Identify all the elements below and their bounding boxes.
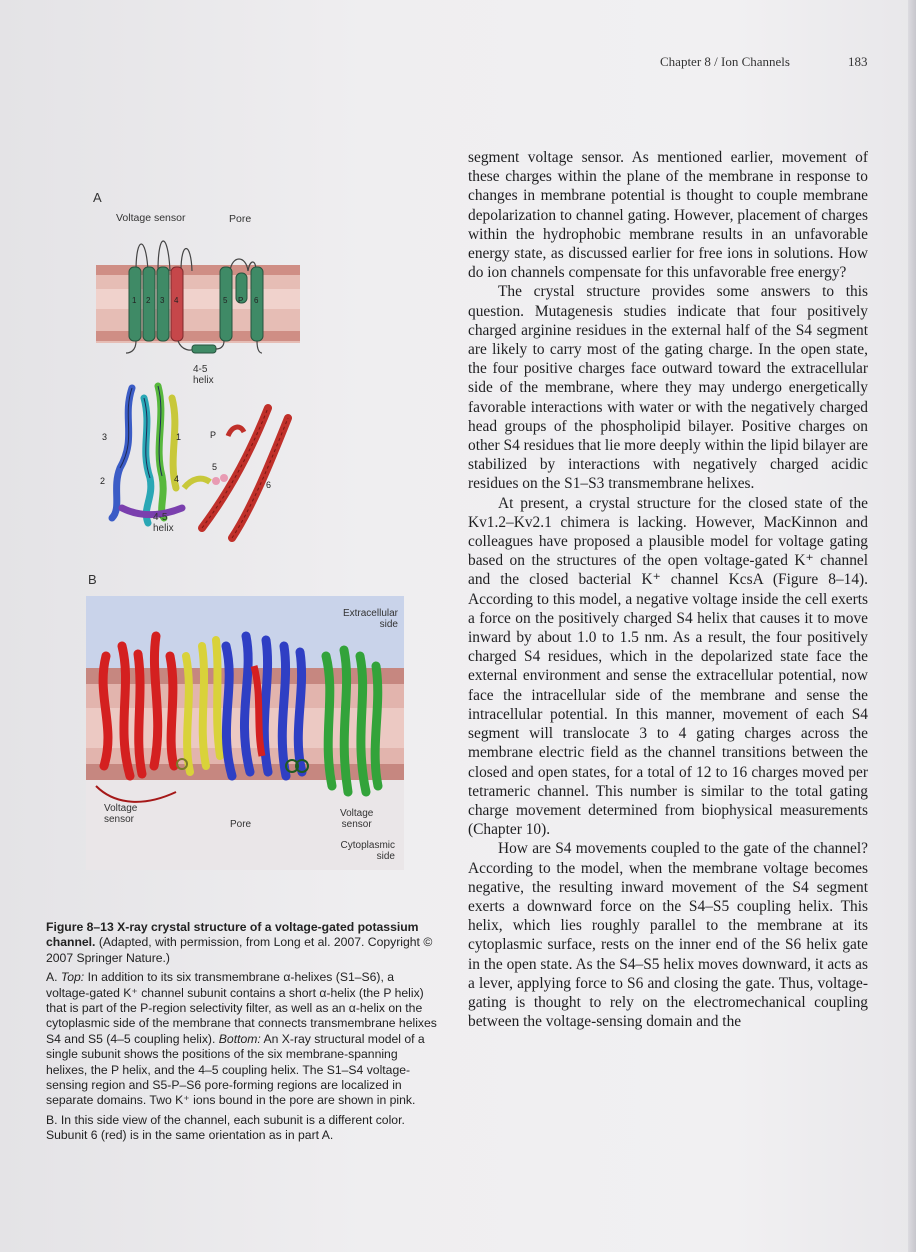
helix-number: 1 xyxy=(132,296,137,305)
caption-top-tag: Top: xyxy=(60,970,85,985)
caption-part-a xyxy=(46,970,438,1109)
linker-helix-label-top: 4-5 helix xyxy=(193,364,214,386)
membrane-topology-diagram xyxy=(96,225,306,355)
caption-bottom-tag: Bottom: xyxy=(218,1031,261,1046)
helix-number: P xyxy=(238,296,244,305)
voltage-sensor-right-label: Voltage sensor xyxy=(340,808,374,830)
ribbon-number: P xyxy=(210,430,217,440)
helix-number: 2 xyxy=(146,296,151,305)
linker-helix-label-bottom: 4-5 helix xyxy=(153,512,174,534)
helix-number: 4 xyxy=(174,296,179,305)
ribbon-number: 5 xyxy=(212,462,218,472)
ribbon-number: 1 xyxy=(176,432,182,442)
ribbon-number: 2 xyxy=(100,476,106,486)
caption-top-text: In addition to its six transmembrane α-helixes (S1–S6), a voltage-gated K⁺ channel subunit contains a short α-helix (the P helix) that is part of the P-region selectivity filter, as well as an α-helix on the cytoplasmic side of the membrane that connects transmembrane helixes S4 and S5 (4–5 coupling helix). xyxy=(46,970,437,1046)
extracellular-side-label: Extracellular side xyxy=(342,608,398,630)
pore-label: Pore xyxy=(229,213,252,225)
running-head: Chapter 8 / Ion Channels xyxy=(660,54,790,69)
caption-title-paragraph xyxy=(46,920,438,966)
page-number: 183 xyxy=(848,54,868,69)
caption-part-a-lead: A. xyxy=(46,970,61,985)
figure-caption xyxy=(46,920,438,1144)
voltage-sensor-label: Voltage sensor xyxy=(116,212,186,224)
caption-part-b: B. In this side view of the channel, each subunit is a different color. Subunit 6 (red) is in the same orientation as in part A. xyxy=(46,1112,405,1143)
caption-bottom-text: An X-ray structural model of a single subunit shows the positions of the six membrane-spanning helixes, the P helix, and the 4–5 coupling helix. The S1–S4 voltage-sensing region and S5-P–S6 pore-forming regions are localized in separate domains. Two K⁺ ions bound in the pore are shown in pink. xyxy=(46,1031,425,1108)
body-paragraph: At present, a crystal structure for the closed state of the Kv1.2–Kv2.1 chimera is lacking. However, MacKinnon and colleagues have proposed a plausible model for voltage gating based on the structures of the open voltage-gated K⁺ channel and the closed bacterial K⁺ channel KcsA (Figure 8–14). According to this model, a negative voltage inside the cell exerts a force on the positively charged S4 helix that causes it to move inward by about 1.0 to 1.5 nm. As a result, the four positively charged S4 residues, which in the depolarized state face the external environment and sense the extracellular potential, now face the intracellular side of the membrane and sense the intracellular potential. In this manner, movement of each S4 segment will translocate 3 to 4 gating charges across the membrane electric field as the channel transitions between the closed and open states, for a total of 12 to 16 charges moved per tetrameric channel. This number is similar to the total gating charge movement determined from biophysical measurements (Chapter 10). xyxy=(468,494,868,839)
ribbon-number: 6 xyxy=(266,480,272,490)
body-paragraph: segment voltage sensor. As mentioned earlier, movement of these charges within the plane of the membrane in response to changes in membrane potential is thought to couple membrane depolarization to channel gating. However, placement of charges within the hydrophobic membrane results in an unfavorable energy state, as discussed earlier for free ions in solutions. How do ion channels compensate for this unfavorable free energy? xyxy=(468,149,868,282)
voltage-sensor-left-label: Voltage sensor xyxy=(104,803,138,825)
cytoplasmic-side-label: Cytoplasmic side xyxy=(340,840,395,862)
pore-label-b: Pore xyxy=(230,819,252,830)
panel-a-letter: A xyxy=(93,190,102,205)
helix-number: 5 xyxy=(223,296,228,305)
page-edge xyxy=(908,0,916,1252)
caption-title: Figure 8–13 X-ray crystal structure of a voltage-gated potassium channel. xyxy=(46,920,419,950)
ribbon-number: 4 xyxy=(174,474,180,484)
body-text-column xyxy=(468,148,868,1031)
panel-b-letter: B xyxy=(88,572,97,587)
helix-number: 6 xyxy=(254,296,259,305)
ribbon-number: 3 xyxy=(102,432,108,442)
subunit-ribbon-structure xyxy=(92,368,307,553)
body-paragraph: The crystal structure provides some answers to this question. Mutagenesis studies indicate that four positively charged arginine residues in the external half of the S4 segment are likely to carry most of the gating charge. In the open state, the four positive charges face outward toward the extracellular side of the membrane, where they may undergo energetically favorable interactions with water or with the negatively charged head groups of the phospholipid bilayer. Positive charges on other S4 residues that lie more deeply within the lipid bilayer are stabilized by interactions with negatively charged acidic residues on the S1–S3 transmembrane helixes. xyxy=(468,283,868,493)
helix-number: 3 xyxy=(160,296,165,305)
body-paragraph: How are S4 movements coupled to the gate of the channel? According to the model, when the membrane voltage becomes negative, the resulting inward movement of the S4 segment exerts a downward force on the S4–S5 coupling helix. This helix, which lies roughly parallel to the membrane at its cytoplasmic surface, rests on the inner end of the S6 helix gate in the open state. As the S4–S5 helix moves downward, it acts as a lever, applying force to S6 and closing the gate. Thus, voltage-gating is thought to rely on the electromechanical coupling between the voltage-sensing domain and the xyxy=(468,840,868,1031)
caption-credit: (Adapted, with permission, from Long et al. 2007. Copyright © 2007 Springer Nature.) xyxy=(46,935,433,965)
